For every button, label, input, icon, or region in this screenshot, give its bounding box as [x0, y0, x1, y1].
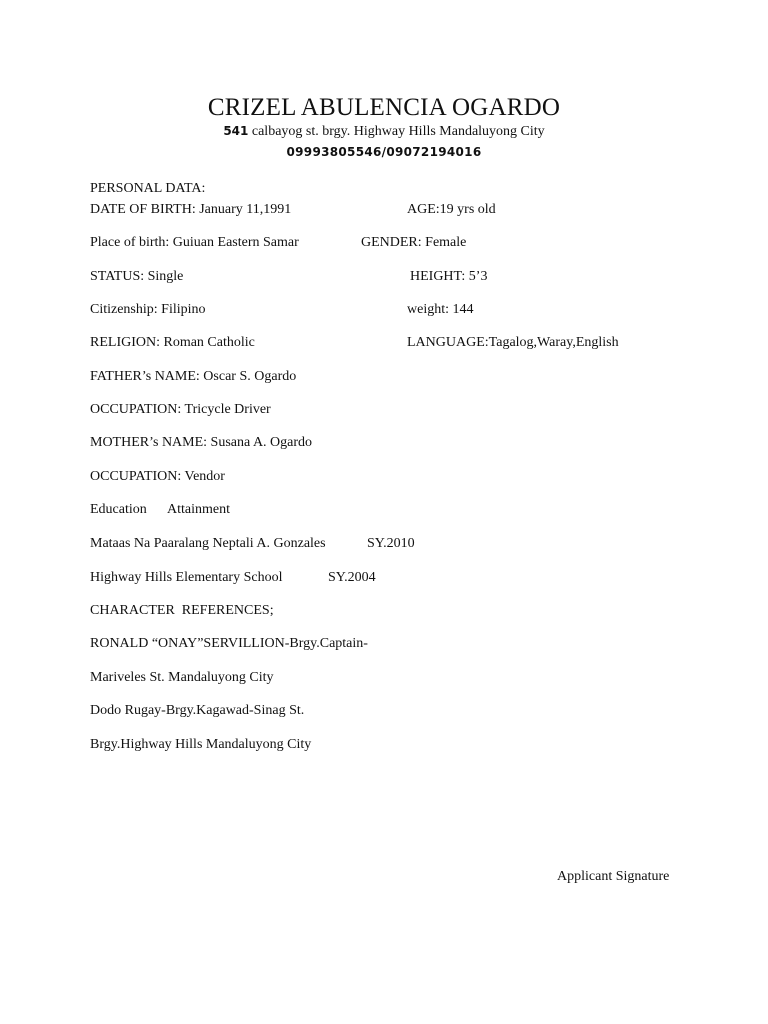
height: HEIGHT: 5’3	[410, 269, 488, 284]
education-heading-word2: Attainment	[167, 502, 230, 517]
reference-1-line-2: Mariveles St. Mandaluyong City	[90, 670, 274, 685]
reference-2-line-2: Brgy.Highway Hills Mandaluyong City	[90, 737, 312, 752]
reference-1-line-1: RONALD “ONAY”SERVILLION-Brgy.Captain-	[90, 636, 368, 651]
address-text: calbayog st. brgy. Highway Hills Mandaluyong City	[248, 124, 545, 139]
place-of-birth: Place of birth: Guiuan Eastern Samar	[90, 235, 299, 250]
fathers-name: FATHER’s NAME: Oscar S. Ogardo	[90, 369, 297, 384]
citizenship: Citizenship: Filipino	[90, 302, 206, 317]
gender: GENDER: Female	[361, 235, 467, 250]
personal-data-heading: PERSONAL DATA:	[90, 181, 206, 196]
education-heading-word1: Education	[90, 502, 147, 517]
mother-occupation: OCCUPATION: Vendor	[90, 469, 225, 484]
applicant-name: CRIZEL ABULENCIA OGARDO	[207, 94, 561, 121]
address-number: 541	[223, 124, 249, 138]
character-references-heading: CHARACTER REFERENCES;	[90, 603, 274, 618]
religion: RELIGION: Roman Catholic	[90, 335, 255, 350]
date-of-birth: DATE OF BIRTH: January 11,1991	[90, 202, 292, 217]
father-occupation: OCCUPATION: Tricycle Driver	[90, 402, 271, 417]
phone-numbers: 09993805546/09072194016	[286, 145, 482, 159]
reference-2-line-1: Dodo Rugay-Brgy.Kagawad-Sinag St.	[90, 703, 305, 718]
high-school-year: SY.2010	[367, 536, 415, 551]
high-school-name: Mataas Na Paaralang Neptali A. Gonzales	[90, 536, 326, 551]
age: AGE:19 yrs old	[407, 202, 496, 217]
civil-status: STATUS: Single	[90, 269, 184, 284]
weight: weight: 144	[407, 302, 474, 317]
language: LANGUAGE:Tagalog,Waray,English	[407, 335, 619, 350]
mothers-name: MOTHER’s NAME: Susana A. Ogardo	[90, 435, 313, 450]
applicant-signature-label: Applicant Signature	[557, 869, 670, 884]
elementary-school-year: SY.2004	[328, 570, 376, 585]
elementary-school-name: Highway Hills Elementary School	[90, 570, 283, 585]
address	[0, 124, 768, 140]
